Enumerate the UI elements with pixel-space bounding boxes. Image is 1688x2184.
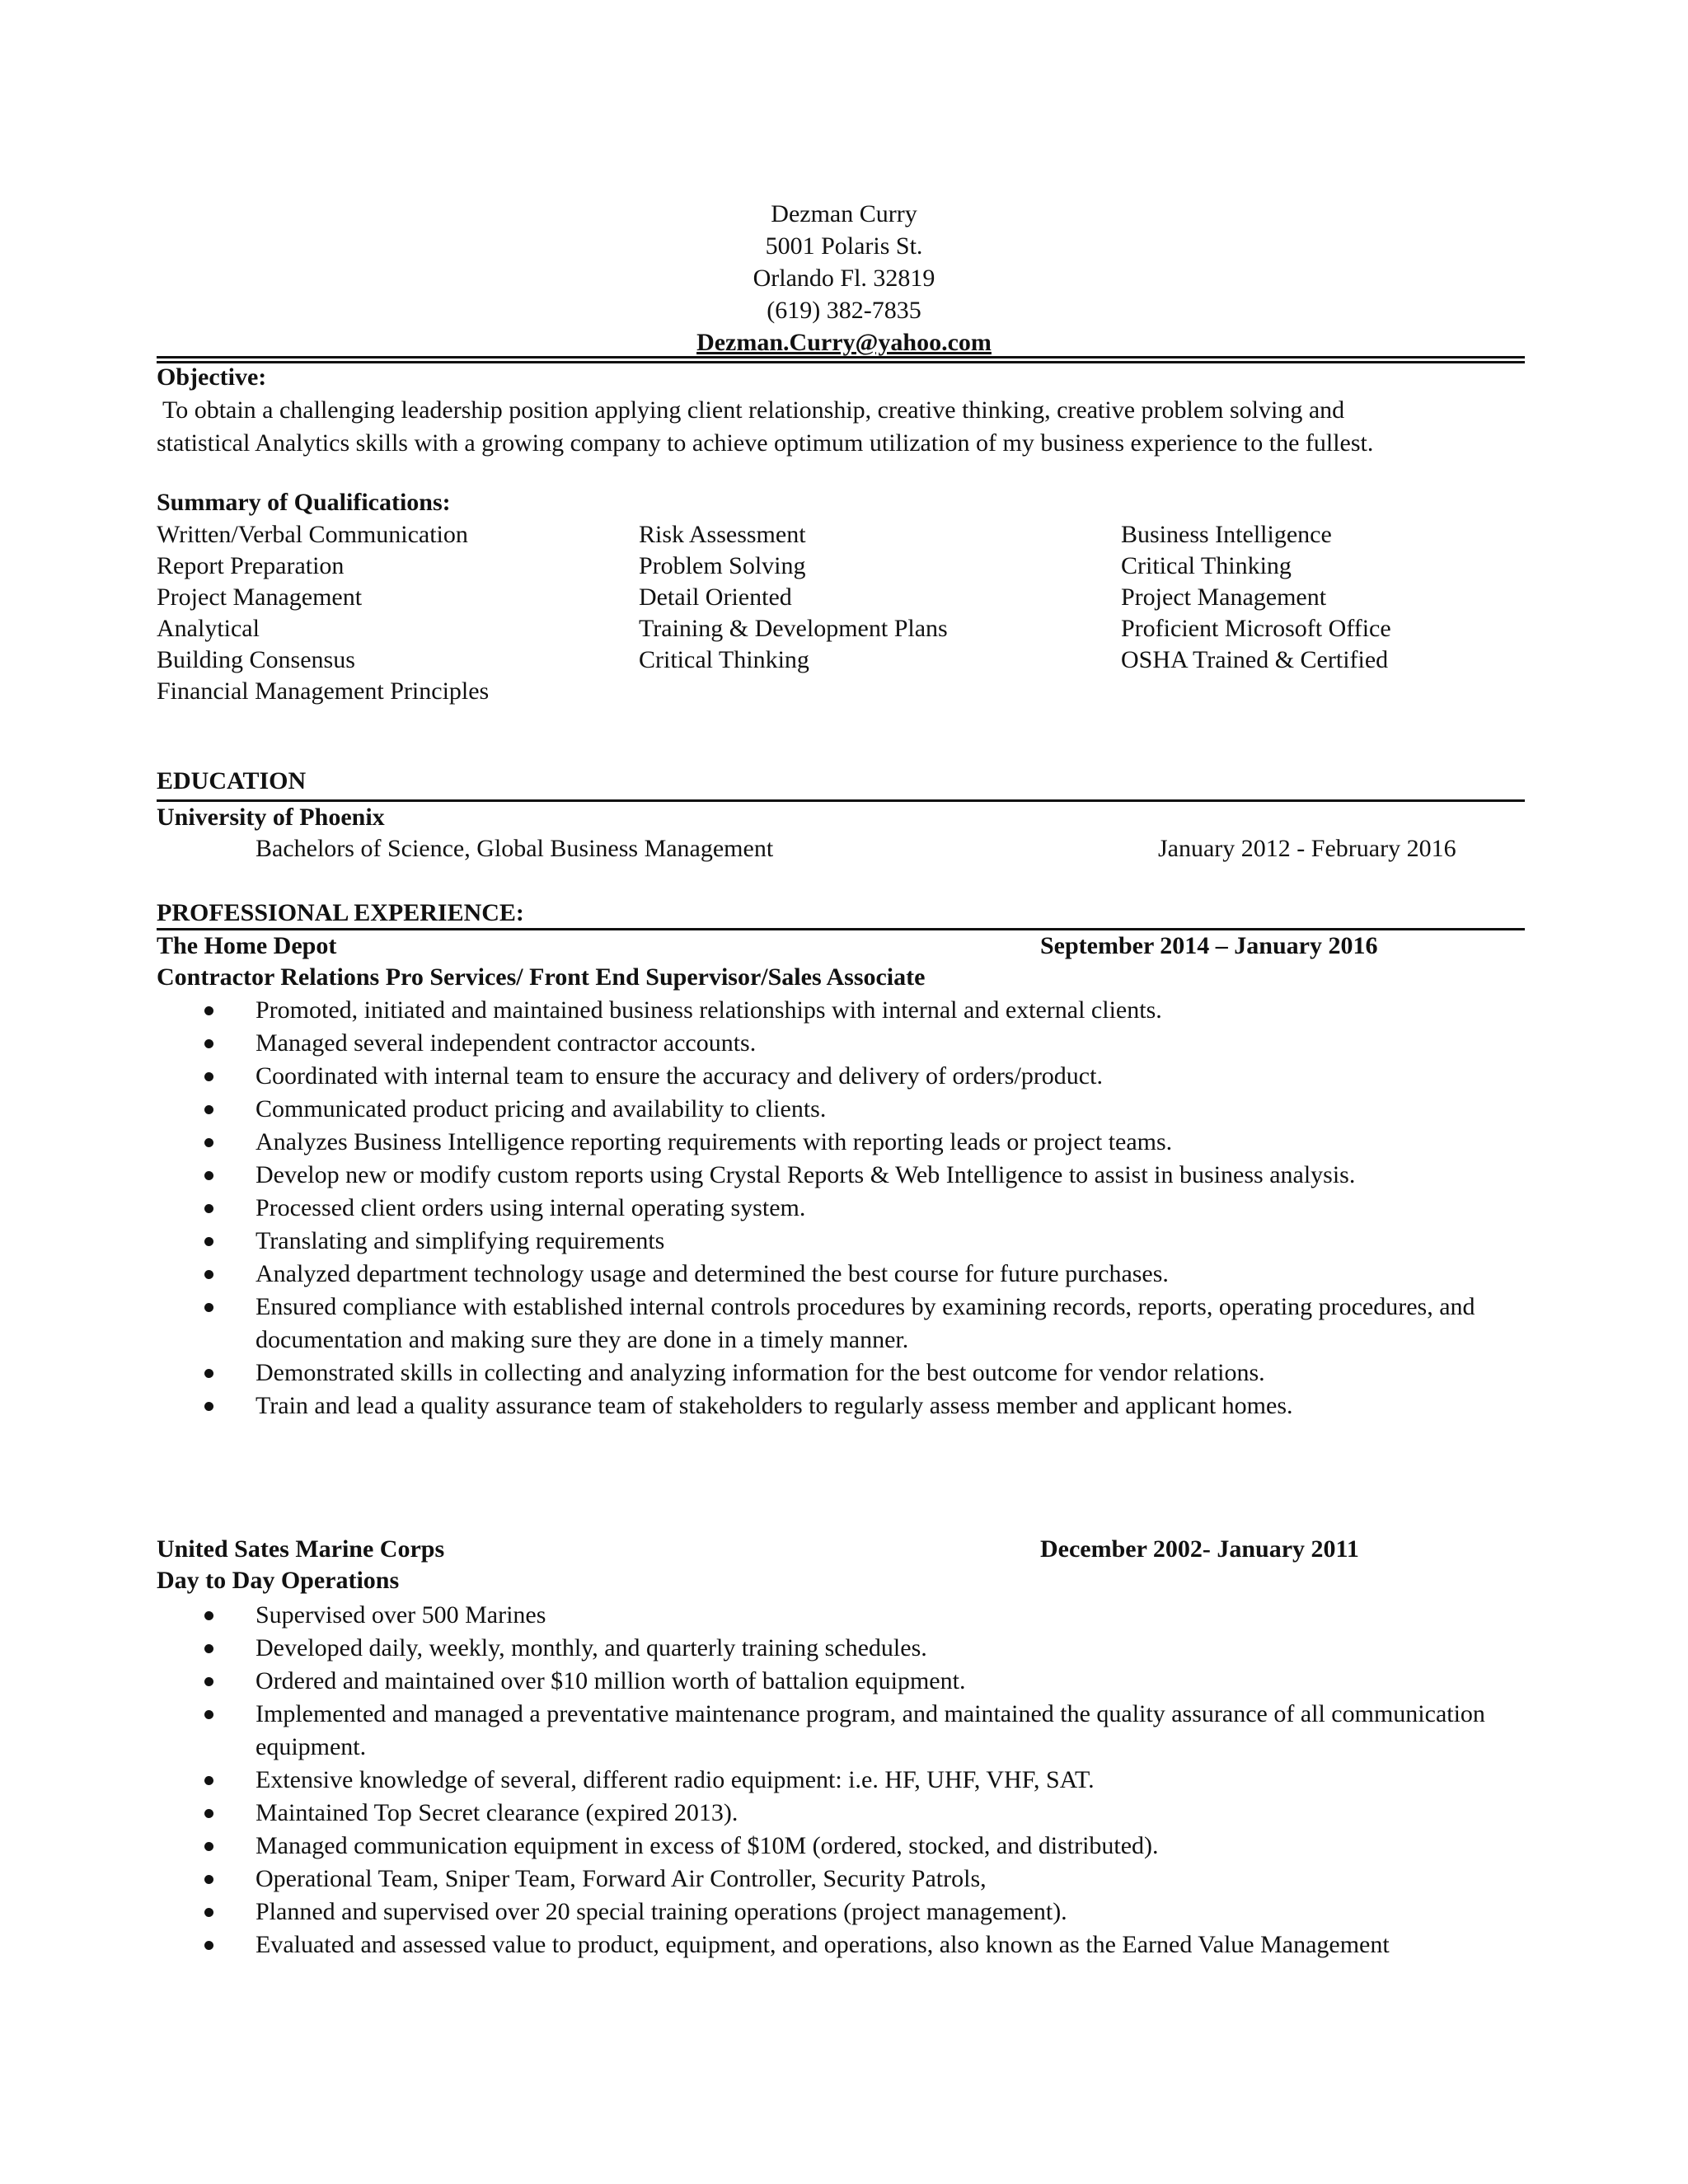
bullet-icon (204, 1402, 213, 1411)
list-item: Coordinated with internal team to ensure the accuracy and delivery of orders/product. (157, 1060, 1541, 1093)
list-item: Managed communication equipment in excess of $10M (ordered, stocked, and distributed). (157, 1830, 1541, 1863)
job-bullet-list (157, 994, 1541, 1422)
qualification-item: Report Preparation (157, 552, 345, 579)
bullet-icon (204, 1204, 213, 1213)
bullet-icon (204, 1006, 213, 1015)
bullet-icon (204, 1138, 213, 1147)
bullet-icon (204, 1072, 213, 1081)
bullet-icon (204, 1776, 213, 1785)
job-employer: The Home Depot (157, 932, 337, 959)
contact-phone: (619) 382-7835 (767, 297, 921, 324)
list-item: Translating and simplifying requirements (157, 1225, 1541, 1258)
qualification-item: Analytical (157, 615, 260, 642)
qualification-item: Problem Solving (639, 552, 806, 579)
list-item: Communicated product pricing and availability to clients. (157, 1093, 1541, 1126)
list-item: Maintained Top Secret clearance (expired 2013). (157, 1797, 1541, 1830)
bullet-icon (204, 1369, 213, 1378)
job-employer: United Sates Marine Corps (157, 1535, 445, 1563)
contact-block (0, 198, 1688, 359)
qualification-item: Building Consensus (157, 646, 355, 673)
objective-line: statistical Analytics skills with a growing company to achieve optimum utilization of my business experience to the fullest. (157, 429, 1374, 457)
objective-text (157, 394, 1541, 460)
objective-heading: Objective: (157, 363, 267, 391)
bullet-icon (204, 1237, 213, 1246)
list-item: Ordered and maintained over $10 million worth of battalion equipment. (157, 1665, 1541, 1698)
qualifications-column-1 (157, 519, 489, 707)
qualification-item: Risk Assessment (639, 521, 806, 548)
bullet-icon (204, 1842, 213, 1851)
list-item: Ensured compliance with established internal controls procedures by examining records, reports, operating procedures, and documentation and making sure they are done in a timely manner. (157, 1291, 1541, 1357)
bullet-icon (204, 1039, 213, 1048)
list-item: Operational Team, Sniper Team, Forward Air Controller, Security Patrols, (157, 1863, 1541, 1896)
education-dates: January 2012 - February 2016 (1158, 835, 1456, 862)
list-item: Develop new or modify custom reports using Crystal Reports & Web Intelligence to assist in business analysis. (157, 1159, 1541, 1192)
job-bullet-list (157, 1599, 1541, 1961)
qualification-item: Financial Management Principles (157, 677, 490, 705)
list-item: Promoted, initiated and maintained business relationships with internal and external clients. (157, 994, 1541, 1027)
list-item: Supervised over 500 Marines (157, 1599, 1541, 1632)
list-item: Implemented and managed a preventative maintenance program, and maintained the quality assurance of all communication equipment. (157, 1698, 1541, 1764)
bullet-icon (204, 1941, 213, 1950)
job-dates: September 2014 – January 2016 (1040, 932, 1378, 959)
list-item: Train and lead a quality assurance team of stakeholders to regularly assess member and applicant homes. (157, 1390, 1541, 1422)
bullet-icon (204, 1303, 213, 1312)
job-title: Day to Day Operations (157, 1567, 400, 1594)
qualification-item: Project Management (157, 583, 363, 611)
header-divider (157, 356, 1525, 363)
qualification-item: Written/Verbal Communication (157, 521, 468, 548)
objective-line: To obtain a challenging leadership position applying client relationship, creative thinking, creative problem solving and (157, 396, 1345, 424)
list-item: Analyzed department technology usage and determined the best course for future purchases. (157, 1258, 1541, 1291)
education-school: University of Phoenix (157, 804, 385, 831)
list-item: Developed daily, weekly, monthly, and quarterly training schedules. (157, 1632, 1541, 1665)
list-item: Analyzes Business Intelligence reporting requirements with reporting leads or project teams. (157, 1126, 1541, 1159)
bullet-icon (204, 1171, 213, 1180)
list-item: Extensive knowledge of several, different radio equipment: i.e. HF, UHF, VHF, SAT. (157, 1764, 1541, 1797)
list-item: Planned and supervised over 20 special training operations (project management). (157, 1896, 1541, 1929)
bullet-icon (204, 1677, 213, 1686)
experience-heading: PROFESSIONAL EXPERIENCE: (157, 899, 524, 926)
bullet-icon (204, 1644, 213, 1653)
job-title: Contractor Relations Pro Services/ Front End Supervisor/Sales Associate (157, 963, 926, 991)
list-item: Managed several independent contractor accounts. (157, 1027, 1541, 1060)
list-item: Demonstrated skills in collecting and analyzing information for the best outcome for vendor relations. (157, 1357, 1541, 1390)
education-degree: Bachelors of Science, Global Business Management (256, 835, 774, 862)
job-dates: December 2002- January 2011 (1040, 1535, 1359, 1563)
bullet-icon (204, 1710, 213, 1719)
list-item: Processed client orders using internal operating system. (157, 1192, 1541, 1225)
bullet-icon (204, 1809, 213, 1818)
contact-city: Orlando Fl. 32819 (753, 265, 935, 292)
qualification-item: Critical Thinking (1121, 552, 1292, 579)
bullet-icon (204, 1875, 213, 1884)
qualification-item: Proficient Microsoft Office (1121, 615, 1391, 642)
list-item: Evaluated and assessed value to product, equipment, and operations, also known as the Earned Value Management (157, 1929, 1541, 1961)
qualification-item: Training & Development Plans (639, 615, 948, 642)
qualification-item: Business Intelligence (1121, 521, 1332, 548)
contact-email-link[interactable]: Dezman.Curry@yahoo.com (696, 329, 992, 356)
contact-name: Dezman Curry (771, 200, 917, 227)
qualifications-heading: Summary of Qualifications: (157, 489, 451, 516)
bullet-icon (204, 1908, 213, 1917)
bullet-icon (204, 1611, 213, 1620)
qualifications-column-2 (639, 519, 948, 676)
qualification-item: Critical Thinking (639, 646, 809, 673)
qualifications-column-3 (1121, 519, 1391, 676)
bullet-icon (204, 1105, 213, 1114)
education-heading: EDUCATION (157, 767, 307, 794)
contact-street: 5001 Polaris St. (765, 232, 923, 260)
bullet-icon (204, 1270, 213, 1279)
qualification-item: OSHA Trained & Certified (1121, 646, 1389, 673)
qualification-item: Project Management (1121, 583, 1327, 611)
qualification-item: Detail Oriented (639, 583, 792, 611)
